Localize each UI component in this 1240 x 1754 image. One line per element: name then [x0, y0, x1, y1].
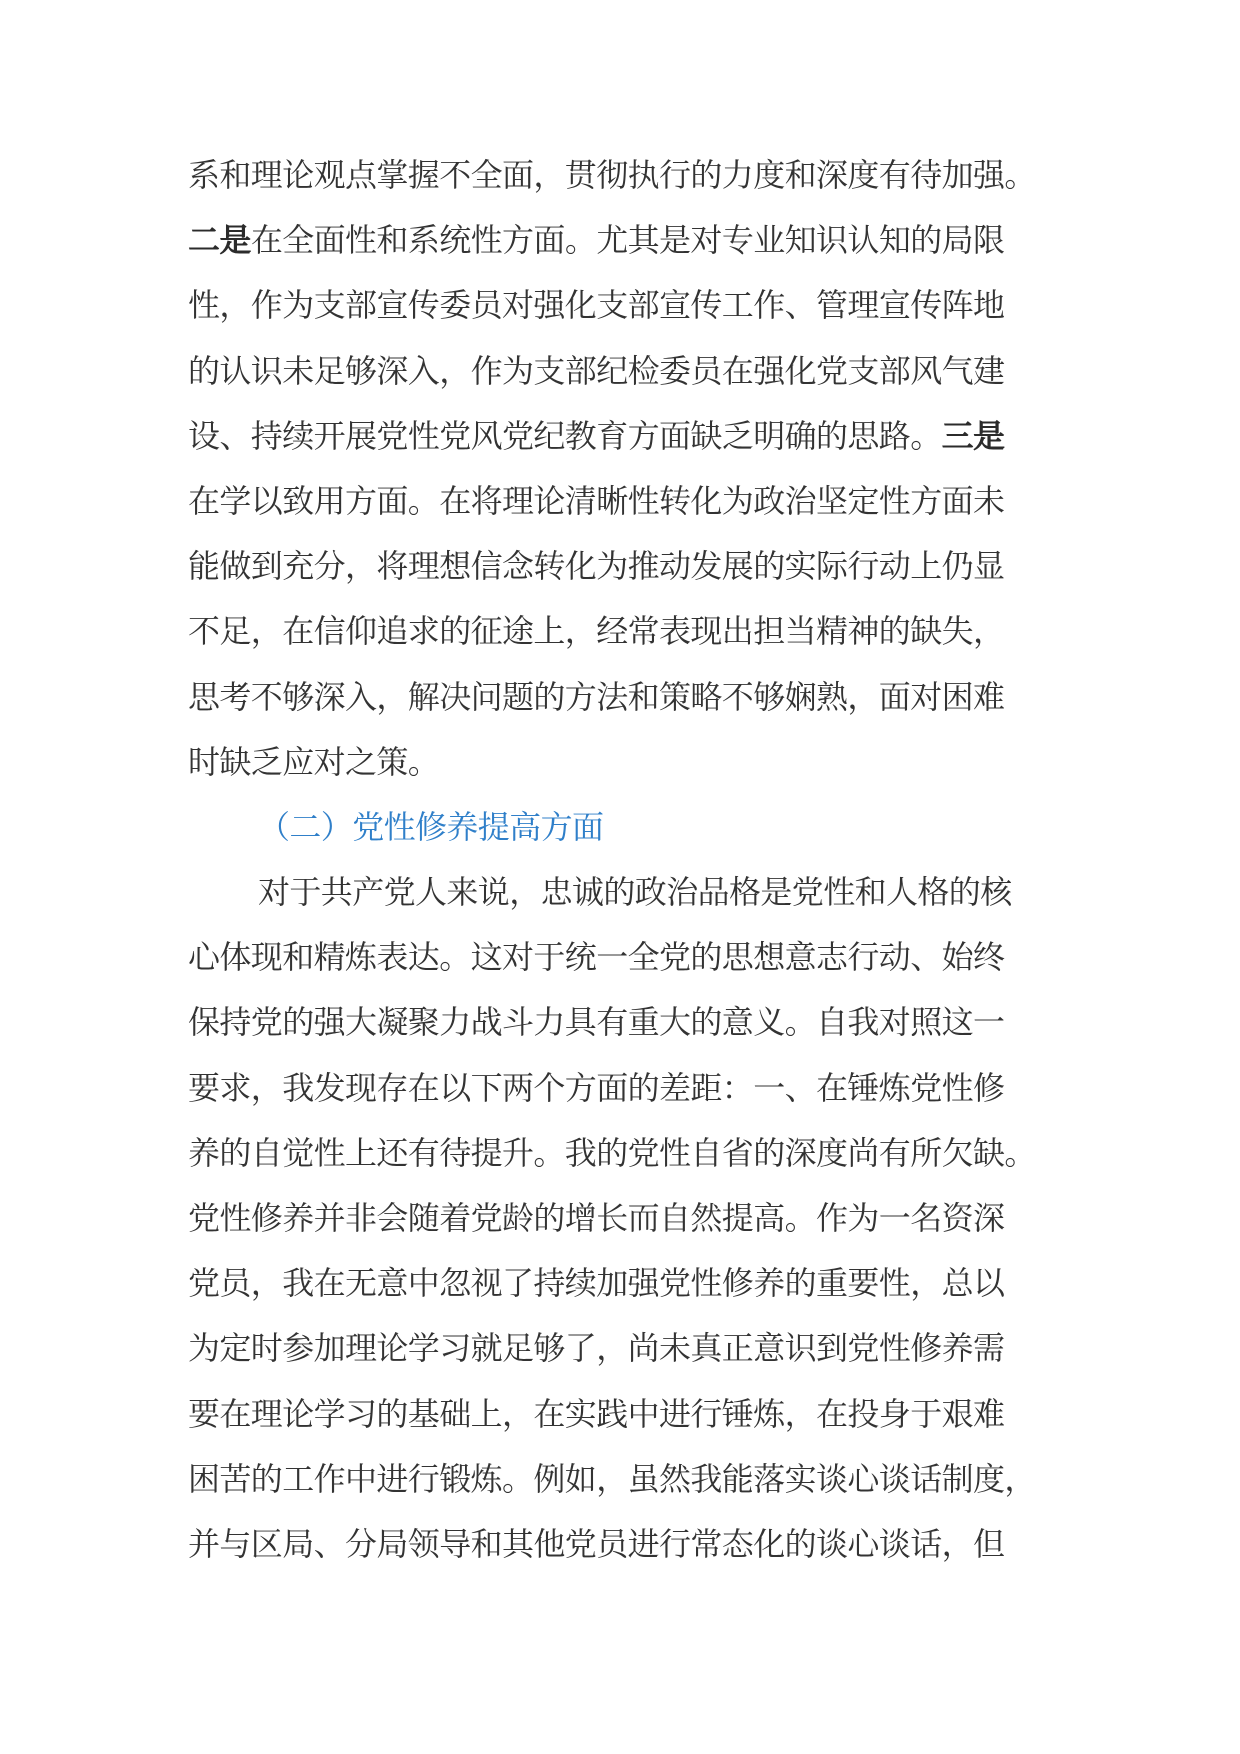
bold-lead: 二是: [188, 221, 251, 260]
text-line: 为定时参加理论学习就足够了，尚未真正意识到党性修养需: [188, 1329, 1005, 1368]
text-line: 要求，我发现存在以下两个方面的差距：一、在锤炼党性修: [188, 1068, 1005, 1107]
text-line: 养的自觉性上还有待提升。我的党性自省的深度尚有所欠缺。: [188, 1133, 1036, 1172]
section-heading: [188, 795, 1068, 860]
text-line: 心体现和精炼表达。这对于统一全党的思想意志行动、始终: [188, 938, 1005, 977]
text-line: 二是在全面性和系统性方面。尤其是对专业知识认知的局限: [188, 221, 1005, 260]
text-line: 在学以致用方面。在将理论清晰性转化为政治坚定性方面未: [188, 481, 1005, 520]
text-line: 并与区局、分局领导和其他党员进行常态化的谈心谈话，但: [188, 1524, 1005, 1563]
text-line: 不足，在信仰追求的征途上，经常表现出担当精神的缺失，: [188, 612, 1005, 651]
text-line: 要在理论学习的基础上，在实践中进行锤炼，在投身于艰难: [188, 1394, 1005, 1433]
paragraph-1: [188, 143, 1068, 795]
text-line: 党性修养并非会随着党龄的增长而自然提高。作为一名资深: [188, 1198, 1005, 1237]
text-line: 能做到充分，将理想信念转化为推动发展的实际行动上仍显: [188, 547, 1005, 586]
text-line: 时缺乏应对之策。: [188, 742, 440, 781]
text-line: 党员，我在无意中忽视了持续加强党性修养的重要性，总以: [188, 1264, 1005, 1303]
text-line: 困苦的工作中进行锻炼。例如，虽然我能落实谈心谈话制度，: [188, 1459, 1036, 1498]
paragraph-2: [188, 860, 1068, 1577]
text-line: 性，作为支部宣传委员对强化支部宣传工作、管理宣传阵地: [188, 286, 1005, 325]
text-line: 对于共产党人来说，忠诚的政治品格是党性和人格的核: [258, 873, 1012, 911]
text-line: 系和理论观点掌握不全面，贯彻执行的力度和深度有待加强。: [188, 156, 1036, 194]
text-line: 设、持续开展党性党风党纪教育方面缺乏明确的思路。三是: [188, 416, 1005, 455]
bold-lead: 三是: [941, 416, 1005, 455]
text-line: 保持党的强大凝聚力战斗力具有重大的意义。自我对照这一: [188, 1003, 1005, 1042]
text-line: 的认识未足够深入，作为支部纪检委员在强化党支部风气建: [188, 351, 1005, 390]
heading-text: （二）党性修养提高方面: [258, 808, 604, 846]
text-line: 思考不够深入，解决问题的方法和策略不够娴熟，面对困难: [188, 677, 1005, 716]
